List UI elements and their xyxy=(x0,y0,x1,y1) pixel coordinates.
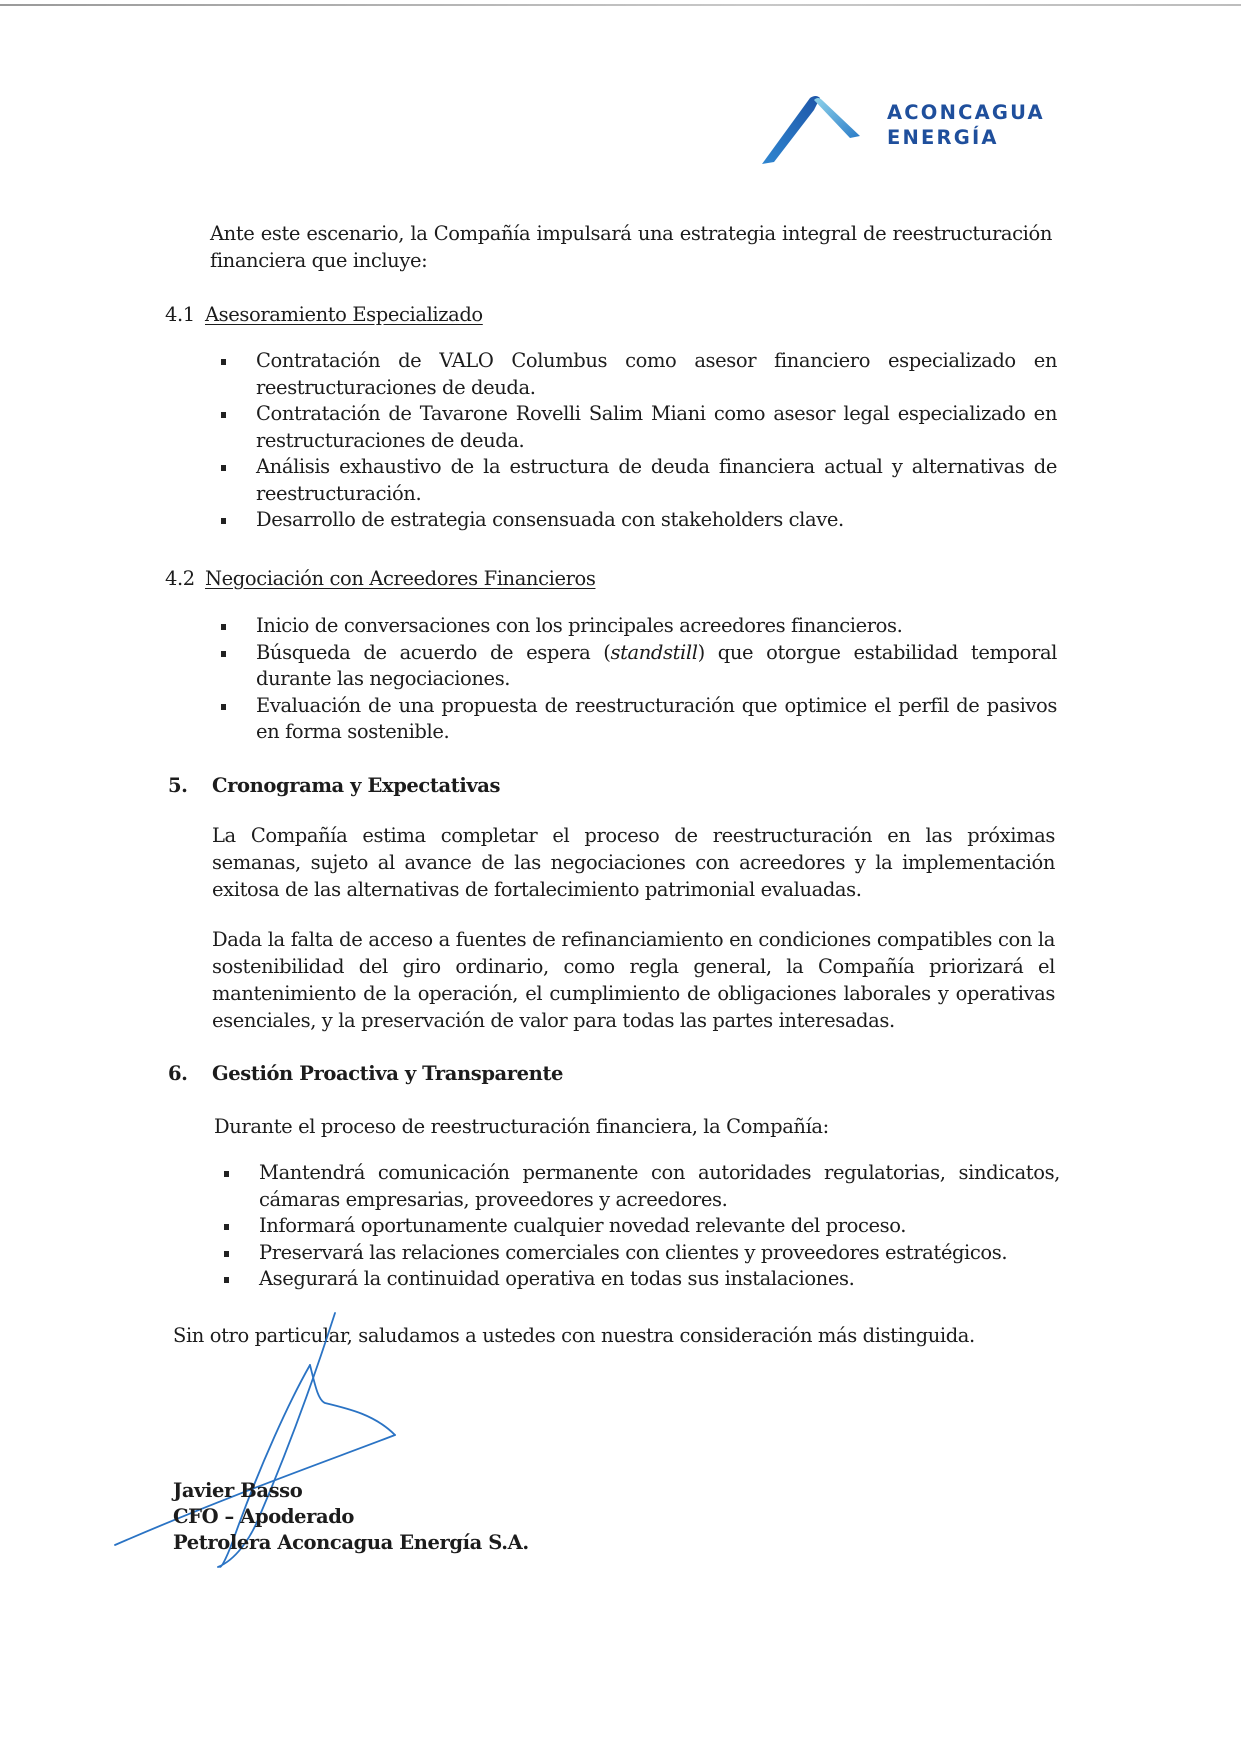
bullet-icon xyxy=(221,412,226,418)
section-title: Negociación con Acreedores Financieros xyxy=(205,567,596,590)
mountain-logo-icon xyxy=(752,92,862,168)
section-title: Gestión Proactiva y Transparente xyxy=(212,1062,564,1085)
list-item: Contratación de VALO Columbus como asesor financiero especializado en reestructuraciones de deuda. xyxy=(220,348,1057,401)
brand-line-2: ENERGÍA xyxy=(887,126,999,149)
italic-term: standstill xyxy=(610,640,698,664)
section-4-1-heading xyxy=(165,301,483,328)
bullet-icon xyxy=(221,704,226,710)
section-4-1-list xyxy=(220,348,1057,534)
section-number: 6. xyxy=(168,1062,188,1085)
brand-line-1: ACONCAGUA xyxy=(887,101,1045,124)
list-item: Análisis exhaustivo de la estructura de deuda financiera actual y alternativas de reestructuración. xyxy=(220,454,1057,507)
intro-paragraph: Ante este escenario, la Compañía impulsará una estrategia integral de reestructuración financiera que incluye: xyxy=(210,222,1052,272)
section-4-2-heading xyxy=(165,565,595,592)
bullet-icon xyxy=(221,651,226,657)
bullet-icon xyxy=(224,1171,229,1177)
bullet-icon xyxy=(221,518,226,524)
section-4-2-list xyxy=(220,613,1057,746)
company-logo xyxy=(752,92,1062,172)
bullet-icon xyxy=(221,465,226,471)
scan-edge-line xyxy=(0,4,1241,6)
list-item: Evaluación de una propuesta de reestructuración que optimice el perfil de pasivos en forma sostenible. xyxy=(220,693,1057,746)
section-6-lead: Durante el proceso de reestructuración financiera, la Compañía: xyxy=(214,1115,829,1138)
section-number: 4.2 xyxy=(165,567,195,590)
section-5-paragraph-2: Dada la falta de acceso a fuentes de refinanciamiento en condiciones compatibles con la sostenibilidad del giro ordinario, como regla general, la Compañía priorizará el mantenimiento de la operación, el cumplimiento de obligaciones laborales y operativas esenciales, y la preservación de valor para todas las partes interesadas. xyxy=(212,928,1055,1032)
list-item: Asegurará la continuidad operativa en todas sus instalaciones. xyxy=(223,1266,1060,1293)
signatory-role: CFO – Apoderado xyxy=(173,1505,355,1528)
signatory-block xyxy=(173,1478,529,1556)
closing-line: Sin otro particular, saludamos a ustedes con nuestra consideración más distinguida. xyxy=(173,1324,975,1347)
section-number: 5. xyxy=(168,774,188,797)
signatory-company: Petrolera Aconcagua Energía S.A. xyxy=(173,1531,529,1554)
bullet-icon xyxy=(224,1224,229,1230)
list-item: Contratación de Tavarone Rovelli Salim Miani como asesor legal especializado en restructuraciones de deuda. xyxy=(220,401,1057,454)
bullet-icon xyxy=(221,624,226,630)
signatory-name: Javier Basso xyxy=(173,1479,303,1502)
bullet-icon xyxy=(224,1277,229,1283)
section-title: Asesoramiento Especializado xyxy=(205,303,483,326)
list-item: Desarrollo de estrategia consensuada con stakeholders clave. xyxy=(220,507,1057,534)
bullet-icon xyxy=(221,359,226,365)
list-item: Búsqueda de acuerdo de espera (standstill) que otorgue estabilidad temporal durante las negociaciones. xyxy=(220,640,1057,693)
section-6-list xyxy=(223,1160,1060,1293)
list-item: Preservará las relaciones comerciales con clientes y proveedores estratégicos. xyxy=(223,1240,1060,1267)
bullet-icon xyxy=(224,1251,229,1257)
list-item: Informará oportunamente cualquier novedad relevante del proceso. xyxy=(223,1213,1060,1240)
list-item: Mantendrá comunicación permanente con autoridades regulatorias, sindicatos, cámaras empresarias, proveedores y acreedores. xyxy=(223,1160,1060,1213)
section-title: Cronograma y Expectativas xyxy=(212,774,501,797)
section-5-paragraph-1: La Compañía estima completar el proceso de reestructuración en las próximas semanas, sujeto al avance de las negociaciones con acreedores y la implementación exitosa de las alternativas de fortalecimiento patrimonial evaluadas. xyxy=(212,824,1055,901)
section-number: 4.1 xyxy=(165,303,195,326)
section-5-heading xyxy=(168,772,500,799)
list-item: Inicio de conversaciones con los principales acreedores financieros. xyxy=(220,613,1057,640)
section-6-heading xyxy=(168,1060,563,1087)
